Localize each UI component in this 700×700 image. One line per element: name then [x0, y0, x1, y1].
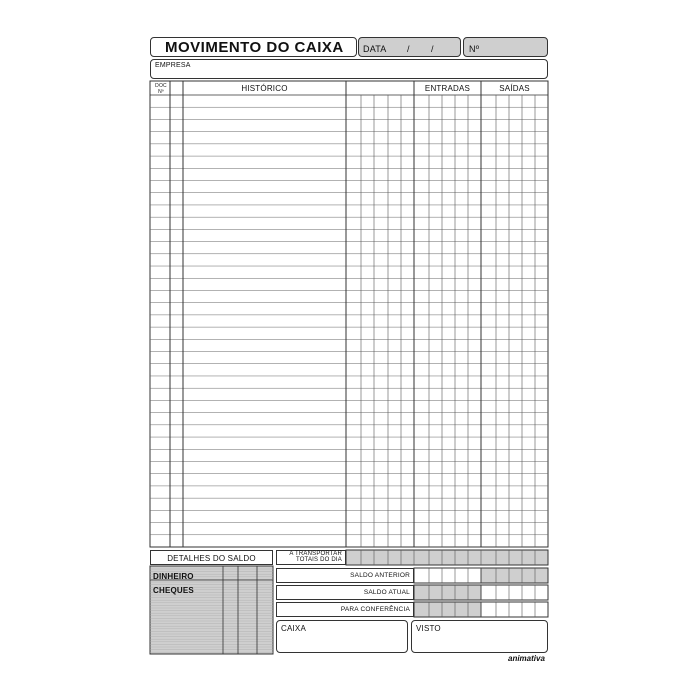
balance-details-label: DETALHES DO SALDO [167, 554, 256, 563]
checks-label: CHEQUES [153, 586, 194, 595]
current-balance-label: SALDO ATUAL [363, 589, 410, 596]
previous-balance-label: SALDO ANTERIOR [350, 572, 410, 579]
company-label: EMPRESA [155, 62, 191, 69]
page-title: MOVIMENTO DO CAIXA [165, 39, 344, 56]
current-balance-box [276, 585, 414, 600]
verification-exits [481, 602, 548, 617]
date-field[interactable] [358, 37, 461, 57]
cash-label: DINHEIRO [153, 572, 194, 581]
history-header: HISTÓRICO [241, 84, 288, 93]
exits-header: SAÍDAS [499, 84, 530, 93]
carry-forward-box [276, 550, 346, 565]
carry-forward-label: A TRANSPORTAR [289, 551, 342, 557]
approval-signature-field[interactable] [411, 620, 548, 653]
date-separator: / [431, 44, 434, 54]
doc-number-label: Nº [158, 89, 164, 95]
number-label: Nº [469, 44, 480, 54]
balance-details-header [150, 550, 273, 565]
company-field[interactable] [150, 59, 548, 79]
verification-box [276, 602, 414, 617]
current-balance-exits [481, 585, 548, 600]
verification-label: PARA CONFERÊNCIA [340, 606, 410, 613]
date-separator: / [407, 44, 410, 54]
ledger-table-border [150, 81, 548, 547]
cashier-signature-field[interactable] [276, 620, 408, 653]
number-field[interactable] [463, 37, 548, 57]
cashier-label: CAIXA [281, 624, 307, 633]
previous-balance-box [276, 568, 414, 583]
day-totals-label: TOTAIS DO DIA [295, 557, 342, 563]
title-box [150, 37, 357, 57]
date-label: DATA [363, 44, 387, 54]
doc-label: DOC [155, 83, 167, 89]
day-totals-row [346, 550, 548, 565]
entries-header: ENTRADAS [424, 84, 471, 93]
approval-label: VISTO [416, 624, 441, 633]
previous-balance-exits [481, 568, 548, 583]
brand-logo: animativa [508, 654, 545, 663]
